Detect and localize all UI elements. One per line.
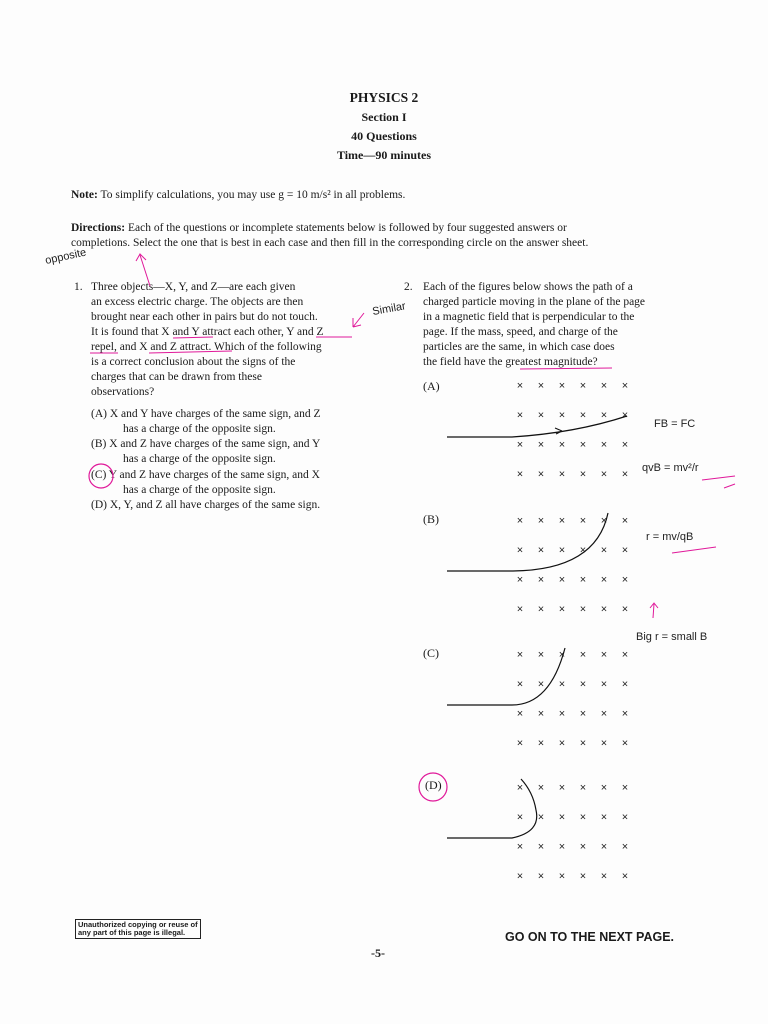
field-x-icon: × <box>558 811 566 824</box>
field-x-icon: × <box>537 678 545 691</box>
annotation-similar: Similar <box>371 300 407 318</box>
field-x-icon: × <box>558 439 566 451</box>
field-x-icon: × <box>600 544 608 557</box>
directions-line1: Each of the questions or incomplete statements below is followed by four suggested answers or <box>127 222 567 234</box>
field-x-icon: × <box>558 574 566 586</box>
q1-line: charges that can be drawn from these <box>91 371 262 383</box>
field-x-icon: × <box>558 409 566 422</box>
time-limit: Time—90 minutes <box>336 148 432 162</box>
copyright-line: Unauthorized copying or reuse of <box>78 920 198 929</box>
figure-b-field <box>517 515 628 616</box>
field-x-icon: × <box>621 737 629 750</box>
field-x-icon: × <box>537 841 545 853</box>
choice-letter: (D) <box>91 499 107 511</box>
field-x-icon: × <box>579 544 587 557</box>
annotation-force-balance: FB = FC <box>654 418 696 430</box>
handwritten-annotations <box>44 247 735 801</box>
field-x-icon: × <box>516 515 524 527</box>
field-x-icon: × <box>537 782 545 794</box>
field-x-icon: × <box>516 603 524 616</box>
field-x-icon: × <box>579 574 587 586</box>
field-x-icon: × <box>621 380 629 392</box>
field-x-icon: × <box>537 409 545 422</box>
field-x-icon: × <box>537 603 545 616</box>
choice-letter: (B) <box>91 438 107 450</box>
copyright-notice <box>75 919 201 939</box>
annotation-big-r: Big r = small B <box>636 631 708 643</box>
field-x-icon: × <box>579 649 587 661</box>
field-x-icon: × <box>621 515 629 527</box>
go-on-next-page: GO ON TO THE NEXT PAGE. <box>505 930 675 944</box>
field-x-icon: × <box>600 515 608 527</box>
field-x-icon: × <box>600 737 608 750</box>
field-x-icon: × <box>516 737 524 750</box>
field-x-icon: × <box>537 574 545 586</box>
field-x-icon: × <box>600 870 608 883</box>
field-x-icon: × <box>579 737 587 750</box>
field-x-icon: × <box>516 380 524 392</box>
field-x-icon: × <box>621 708 629 720</box>
field-x-icon: × <box>558 468 566 481</box>
field-x-icon: × <box>537 439 545 451</box>
choice-text: has a charge of the opposite sign. <box>123 453 276 465</box>
field-x-icon: × <box>558 841 566 853</box>
directions-label: Directions: <box>71 222 126 234</box>
field-x-icon: × <box>558 544 566 557</box>
q2-line: the field have the greatest magnitude? <box>423 356 598 368</box>
field-x-icon: × <box>537 708 545 720</box>
q2-choice-b-label[interactable]: (B) <box>423 512 439 526</box>
q1-line: It is found that X and Y attract each other, Y and Z <box>91 326 324 338</box>
field-x-icon: × <box>516 782 524 794</box>
field-x-icon: × <box>621 870 629 883</box>
field-x-icon: × <box>621 782 629 794</box>
q1-line: is a correct conclusion about the signs of the <box>91 356 296 368</box>
field-x-icon: × <box>600 708 608 720</box>
field-x-icon: × <box>537 380 545 392</box>
field-x-icon: × <box>558 380 566 392</box>
field-x-icon: × <box>516 439 524 451</box>
field-x-icon: × <box>621 811 629 824</box>
field-x-icon: × <box>621 603 629 616</box>
field-x-icon: × <box>516 811 524 824</box>
choice-text: X, Y, and Z all have charges of the same sign. <box>109 499 321 511</box>
q2-line: page. If the mass, speed, and charge of the <box>423 326 618 338</box>
annotation-qvb: qvB = mv²/r <box>642 462 699 474</box>
choice-letter: (C) <box>91 469 107 481</box>
field-x-icon: × <box>579 870 587 883</box>
section-label: Section I <box>361 110 407 124</box>
field-x-icon: × <box>516 649 524 661</box>
field-x-icon: × <box>600 782 608 794</box>
directions-line2: completions. Select the one that is best in each case and then fill in the corresponding circle on the answer sheet. <box>71 237 589 249</box>
field-x-icon: × <box>516 708 524 720</box>
field-x-icon: × <box>621 439 629 451</box>
note-text: To simplify calculations, you may use g = 10 m/s² in all problems. <box>100 189 406 201</box>
question-2-number: 2. <box>404 281 413 293</box>
field-x-icon: × <box>537 737 545 750</box>
field-x-icon: × <box>579 708 587 720</box>
field-x-icon: × <box>558 649 566 661</box>
field-x-icon: × <box>579 603 587 616</box>
field-x-icon: × <box>558 870 566 883</box>
q2-line: Each of the figures below shows the path of a <box>423 281 633 293</box>
field-x-icon: × <box>600 574 608 586</box>
choice-letter: (A) <box>91 408 107 420</box>
field-x-icon: × <box>516 678 524 691</box>
figure-c-trajectory <box>447 648 565 705</box>
field-x-icon: × <box>621 544 629 557</box>
q1-line: repel, and X and Z attract. Which of the following <box>91 341 322 353</box>
arrowhead-icon <box>555 428 562 434</box>
q2-line: charged particle moving in the plane of the page <box>423 296 646 308</box>
field-x-icon: × <box>579 380 587 392</box>
q1-line: an excess electric charge. The objects are then <box>91 296 304 308</box>
field-x-icon: × <box>537 811 545 824</box>
field-x-icon: × <box>558 737 566 750</box>
field-x-icon: × <box>537 870 545 883</box>
field-x-icon: × <box>537 649 545 661</box>
field-x-icon: × <box>558 515 566 527</box>
field-x-icon: × <box>579 811 587 824</box>
q1-line: brought near each other in pairs but do not touch. <box>91 311 318 323</box>
field-x-icon: × <box>600 468 608 481</box>
copyright-line: any part of this page is illegal. <box>78 928 186 937</box>
field-x-icon: × <box>600 603 608 616</box>
question-1-number: 1. <box>74 281 83 293</box>
field-x-icon: × <box>579 841 587 853</box>
field-x-icon: × <box>579 678 587 691</box>
field-x-icon: × <box>516 870 524 883</box>
field-x-icon: × <box>558 603 566 616</box>
field-x-icon: × <box>516 574 524 586</box>
field-x-icon: × <box>621 574 629 586</box>
page-title: PHYSICS 2 <box>349 90 419 105</box>
choice-text: X and Z have charges of the same sign, and Y <box>109 438 321 450</box>
question-count: 40 Questions <box>351 129 417 143</box>
field-x-icon: × <box>600 841 608 853</box>
field-x-icon: × <box>537 468 545 481</box>
choice-text: X and Y have charges of the same sign, and Z <box>109 408 321 420</box>
field-x-icon: × <box>537 515 545 527</box>
field-x-icon: × <box>579 782 587 794</box>
q2-choice-a-label[interactable]: (A) <box>423 379 440 393</box>
q1-line: Three objects—X, Y, and Z—are each given <box>91 281 296 293</box>
field-x-icon: × <box>579 515 587 527</box>
annotation-radius: r = mv/qB <box>646 531 694 543</box>
field-x-icon: × <box>621 409 629 422</box>
choice-text: has a charge of the opposite sign. <box>123 484 276 496</box>
q2-choice-c-label[interactable]: (C) <box>423 646 439 660</box>
field-x-icon: × <box>516 841 524 853</box>
field-x-icon: × <box>558 678 566 691</box>
note-label: Note: <box>71 189 98 201</box>
field-x-icon: × <box>516 544 524 557</box>
figure-d-trajectory <box>447 779 537 838</box>
field-x-icon: × <box>600 409 608 422</box>
field-x-icon: × <box>621 678 629 691</box>
answer-circle-c-icon <box>89 464 113 488</box>
field-x-icon: × <box>600 811 608 824</box>
field-x-icon: × <box>516 468 524 481</box>
q1-line: observations? <box>91 386 155 398</box>
field-x-icon: × <box>621 841 629 853</box>
field-x-icon: × <box>621 468 629 481</box>
field-x-icon: × <box>558 782 566 794</box>
q2-line: in a magnetic field that is perpendicular to the <box>423 311 635 323</box>
field-x-icon: × <box>621 649 629 661</box>
field-x-icon: × <box>579 468 587 481</box>
choice-text: has a charge of the opposite sign. <box>123 423 276 435</box>
q2-choice-d-label[interactable]: (D) <box>425 778 442 792</box>
field-x-icon: × <box>516 409 524 422</box>
choice-text: Y and Z have charges of the same sign, and X <box>108 469 320 481</box>
field-x-icon: × <box>579 409 587 422</box>
field-x-icon: × <box>600 649 608 661</box>
field-x-icon: × <box>579 439 587 451</box>
answer-circle-d-icon <box>419 773 447 801</box>
figure-d-field <box>517 782 628 883</box>
field-x-icon: × <box>600 678 608 691</box>
field-x-icon: × <box>558 708 566 720</box>
field-x-icon: × <box>600 439 608 451</box>
page-number: -5- <box>371 946 385 960</box>
field-x-icon: × <box>600 380 608 392</box>
q2-line: particles are the same, in which case does <box>423 341 615 353</box>
field-x-icon: × <box>537 544 545 557</box>
annotation-opposite: opposite <box>44 246 88 267</box>
